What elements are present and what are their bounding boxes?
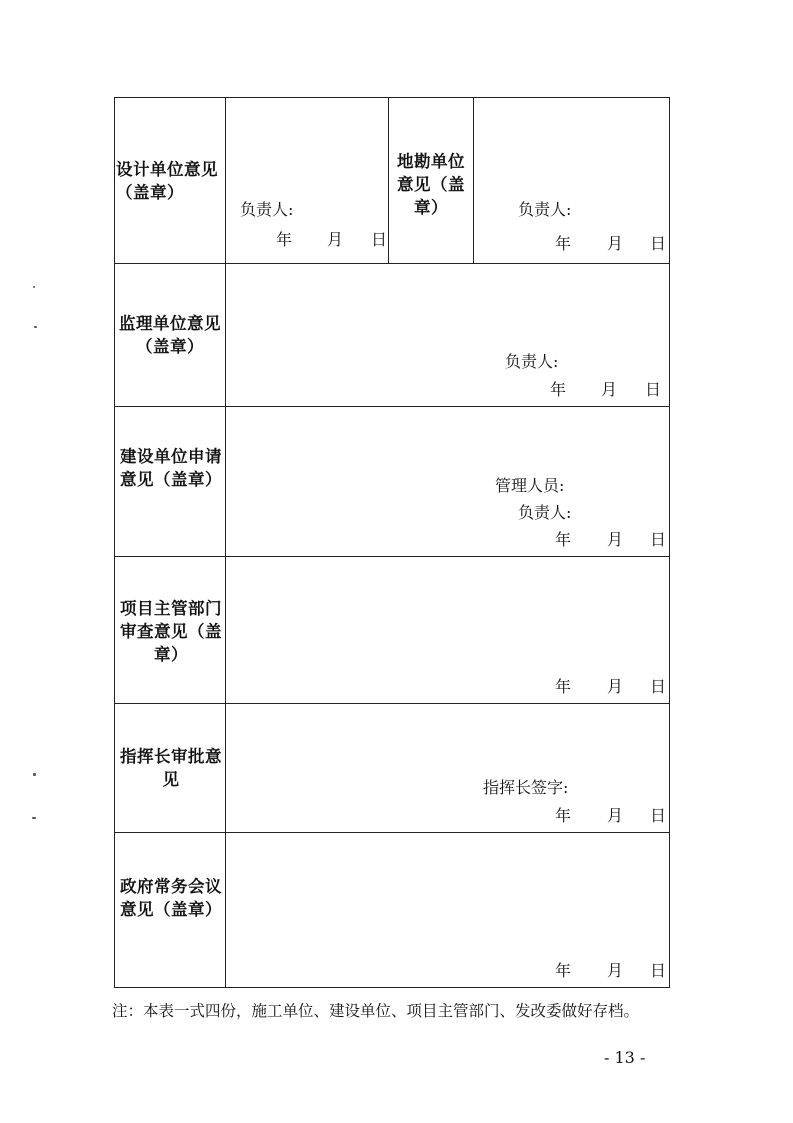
commander-signature-label: 指挥长签字: xyxy=(483,778,569,797)
column-divider xyxy=(225,97,226,988)
date-day: 日 xyxy=(650,677,667,696)
date-year: 年 xyxy=(555,530,572,549)
page-number: - 13 - xyxy=(604,1048,646,1067)
responsible-person-label: 负责人: xyxy=(518,503,572,522)
scan-speck xyxy=(34,326,37,328)
footnote: 注：本表一式四份，施工单位、建设单位、项目主管部门、发改委做好存档。 xyxy=(112,1002,640,1020)
date-day: 日 xyxy=(650,961,667,980)
date-year: 年 xyxy=(555,677,572,696)
date-month: 月 xyxy=(607,530,624,549)
commander-approval-label: 指挥长审批意见 xyxy=(120,747,222,789)
column-divider xyxy=(473,97,474,263)
date-year: 年 xyxy=(276,230,293,249)
competent-department-label: 项目主管部门审查意见（盖章） xyxy=(120,599,222,664)
scan-speck xyxy=(32,817,36,819)
date-month: 月 xyxy=(601,380,618,399)
approval-table xyxy=(114,97,670,988)
row-divider xyxy=(114,406,670,407)
date-month: 月 xyxy=(607,806,624,825)
survey-unit-label: 地勘单位意见（盖章） xyxy=(397,152,465,217)
scan-speck xyxy=(33,773,36,776)
date-year: 年 xyxy=(555,961,572,980)
row-divider xyxy=(114,703,670,704)
row-divider xyxy=(114,832,670,833)
date-month: 月 xyxy=(607,677,624,696)
date-month: 月 xyxy=(607,234,624,253)
date-year: 年 xyxy=(555,806,572,825)
government-meeting-label: 政府常务会议意见（盖章） xyxy=(120,877,222,919)
construction-unit-label: 建设单位申请意见（盖章） xyxy=(120,447,222,489)
date-day: 日 xyxy=(650,234,667,253)
date-day: 日 xyxy=(645,380,662,399)
date-day: 日 xyxy=(371,230,388,249)
responsible-person-label: 负责人: xyxy=(505,352,559,371)
design-unit-label: 设计单位意见 （盖章） xyxy=(116,160,218,202)
manager-label: 管理人员: xyxy=(495,476,565,495)
responsible-person-label: 负责人: xyxy=(518,200,572,219)
date-month: 月 xyxy=(607,961,624,980)
scan-speck xyxy=(33,286,35,288)
date-day: 日 xyxy=(650,530,667,549)
row-divider xyxy=(114,556,670,557)
supervision-unit-label: 监理单位意见 （盖章） xyxy=(119,314,221,356)
date-year: 年 xyxy=(550,380,567,399)
date-month: 月 xyxy=(327,230,344,249)
row-divider xyxy=(114,263,670,264)
responsible-person-label: 负责人: xyxy=(240,200,294,219)
date-day: 日 xyxy=(650,806,667,825)
date-year: 年 xyxy=(555,234,572,253)
